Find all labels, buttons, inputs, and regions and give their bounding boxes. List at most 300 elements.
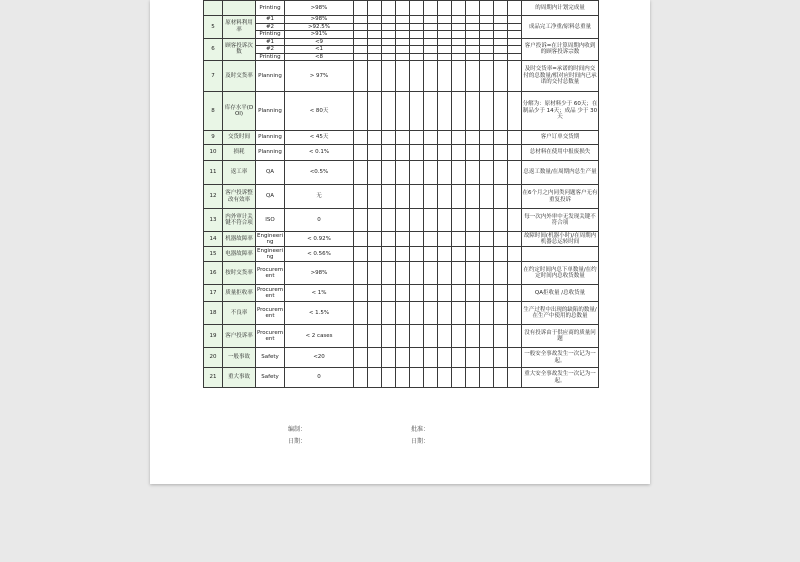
month-cell[interactable] (368, 46, 382, 54)
month-cell[interactable] (494, 325, 508, 348)
kpi-name-cell[interactable]: 顾客投诉次数 (223, 38, 256, 61)
month-cell[interactable] (438, 161, 452, 185)
month-cell[interactable] (424, 23, 438, 31)
month-cell[interactable] (508, 31, 522, 39)
month-cell[interactable] (354, 247, 368, 262)
department-cell[interactable]: Safety (256, 368, 285, 388)
kpi-name-cell[interactable]: 内外审计关键不符合项 (223, 209, 256, 232)
month-cell[interactable] (508, 348, 522, 368)
month-cell[interactable] (466, 285, 480, 302)
month-cell[interactable] (354, 232, 368, 247)
month-cell[interactable] (368, 368, 382, 388)
month-cell[interactable] (494, 38, 508, 46)
month-cell[interactable] (424, 46, 438, 54)
month-cell[interactable] (452, 185, 466, 209)
month-cell[interactable] (466, 145, 480, 161)
month-cell[interactable] (410, 53, 424, 61)
month-cell[interactable] (508, 23, 522, 31)
month-cell[interactable] (382, 247, 396, 262)
target-cell[interactable]: > 97% (285, 61, 354, 92)
month-cell[interactable] (354, 325, 368, 348)
definition-cell[interactable] (522, 247, 599, 262)
month-cell[interactable] (438, 348, 452, 368)
department-cell[interactable]: Printing (256, 1, 285, 16)
month-cell[interactable] (396, 262, 410, 285)
month-cell[interactable] (424, 38, 438, 46)
month-cell[interactable] (466, 16, 480, 24)
month-cell[interactable] (424, 61, 438, 92)
month-cell[interactable] (368, 92, 382, 131)
month-cell[interactable] (466, 38, 480, 46)
month-cell[interactable] (452, 232, 466, 247)
month-cell[interactable] (508, 145, 522, 161)
month-cell[interactable] (480, 131, 494, 145)
month-cell[interactable] (466, 1, 480, 16)
month-cell[interactable] (424, 285, 438, 302)
month-cell[interactable] (438, 53, 452, 61)
month-cell[interactable] (452, 145, 466, 161)
definition-cell[interactable]: 在约定时间内总下单数量/在约定时间内总收货数量 (522, 262, 599, 285)
month-cell[interactable] (396, 325, 410, 348)
month-cell[interactable] (382, 348, 396, 368)
month-cell[interactable] (494, 1, 508, 16)
month-cell[interactable] (410, 38, 424, 46)
month-cell[interactable] (438, 46, 452, 54)
target-cell[interactable]: < 1.5% (285, 302, 354, 325)
month-cell[interactable] (424, 232, 438, 247)
month-cell[interactable] (480, 1, 494, 16)
row-number-cell[interactable]: 11 (204, 161, 223, 185)
month-cell[interactable] (410, 16, 424, 24)
month-cell[interactable] (396, 31, 410, 39)
kpi-name-cell[interactable]: 机器故障率 (223, 232, 256, 247)
month-cell[interactable] (396, 38, 410, 46)
month-cell[interactable] (494, 368, 508, 388)
month-cell[interactable] (368, 262, 382, 285)
target-cell[interactable]: < 80天 (285, 92, 354, 131)
month-cell[interactable] (466, 31, 480, 39)
kpi-name-cell[interactable]: 交货时间 (223, 131, 256, 145)
row-number-cell[interactable]: 7 (204, 61, 223, 92)
department-cell[interactable]: ISO (256, 209, 285, 232)
month-cell[interactable] (480, 161, 494, 185)
department-cell[interactable]: Printing (256, 53, 285, 61)
month-cell[interactable] (480, 302, 494, 325)
month-cell[interactable] (396, 285, 410, 302)
month-cell[interactable] (452, 247, 466, 262)
month-cell[interactable] (396, 1, 410, 16)
month-cell[interactable] (466, 209, 480, 232)
month-cell[interactable] (382, 61, 396, 92)
month-cell[interactable] (494, 232, 508, 247)
month-cell[interactable] (410, 368, 424, 388)
month-cell[interactable] (368, 247, 382, 262)
month-cell[interactable] (508, 53, 522, 61)
target-cell[interactable]: < 0.1% (285, 145, 354, 161)
month-cell[interactable] (480, 53, 494, 61)
month-cell[interactable] (354, 161, 368, 185)
month-cell[interactable] (480, 368, 494, 388)
month-cell[interactable] (438, 31, 452, 39)
month-cell[interactable] (382, 53, 396, 61)
month-cell[interactable] (494, 161, 508, 185)
month-cell[interactable] (382, 16, 396, 24)
month-cell[interactable] (396, 232, 410, 247)
month-cell[interactable] (410, 232, 424, 247)
month-cell[interactable] (508, 247, 522, 262)
month-cell[interactable] (480, 348, 494, 368)
month-cell[interactable] (508, 285, 522, 302)
target-cell[interactable]: >98% (285, 16, 354, 24)
month-cell[interactable] (410, 302, 424, 325)
month-cell[interactable] (410, 161, 424, 185)
department-cell[interactable]: Procurement (256, 262, 285, 285)
kpi-name-cell[interactable]: 质量拒收率 (223, 285, 256, 302)
department-cell[interactable]: #1 (256, 38, 285, 46)
month-cell[interactable] (466, 232, 480, 247)
definition-cell[interactable]: 及时交货率=承诺的时间内交付的总数量/相对应时间内已承诺的交付总数量 (522, 61, 599, 92)
month-cell[interactable] (396, 247, 410, 262)
target-cell[interactable]: <0.5% (285, 161, 354, 185)
month-cell[interactable] (466, 53, 480, 61)
month-cell[interactable] (508, 209, 522, 232)
month-cell[interactable] (396, 23, 410, 31)
month-cell[interactable] (382, 232, 396, 247)
month-cell[interactable] (438, 16, 452, 24)
month-cell[interactable] (508, 232, 522, 247)
month-cell[interactable] (382, 161, 396, 185)
kpi-name-cell[interactable]: 电器故障率 (223, 247, 256, 262)
month-cell[interactable] (354, 262, 368, 285)
month-cell[interactable] (494, 185, 508, 209)
row-number-cell[interactable]: 6 (204, 38, 223, 61)
month-cell[interactable] (480, 46, 494, 54)
kpi-name-cell[interactable]: 按时交货率 (223, 262, 256, 285)
month-cell[interactable] (410, 1, 424, 16)
month-cell[interactable] (396, 131, 410, 145)
target-cell[interactable]: 无 (285, 185, 354, 209)
month-cell[interactable] (452, 46, 466, 54)
month-cell[interactable] (368, 31, 382, 39)
month-cell[interactable] (494, 16, 508, 24)
row-number-cell[interactable]: 19 (204, 325, 223, 348)
month-cell[interactable] (452, 368, 466, 388)
month-cell[interactable] (354, 92, 368, 131)
definition-cell[interactable]: 的周期内计划完成量 (522, 1, 599, 16)
target-cell[interactable]: <1 (285, 46, 354, 54)
month-cell[interactable] (396, 53, 410, 61)
month-cell[interactable] (410, 145, 424, 161)
target-cell[interactable]: <9 (285, 38, 354, 46)
target-cell[interactable]: < 1% (285, 285, 354, 302)
month-cell[interactable] (354, 185, 368, 209)
row-number-cell[interactable]: 18 (204, 302, 223, 325)
month-cell[interactable] (452, 325, 466, 348)
month-cell[interactable] (494, 247, 508, 262)
month-cell[interactable] (494, 53, 508, 61)
month-cell[interactable] (382, 38, 396, 46)
month-cell[interactable] (480, 61, 494, 92)
target-cell[interactable]: <8 (285, 53, 354, 61)
month-cell[interactable] (494, 209, 508, 232)
department-cell[interactable]: Procurement (256, 325, 285, 348)
month-cell[interactable] (354, 1, 368, 16)
month-cell[interactable] (438, 38, 452, 46)
month-cell[interactable] (452, 61, 466, 92)
month-cell[interactable] (424, 368, 438, 388)
definition-cell[interactable]: 没有投诉由于供应商的质量问题 (522, 325, 599, 348)
month-cell[interactable] (424, 1, 438, 16)
month-cell[interactable] (382, 262, 396, 285)
month-cell[interactable] (466, 247, 480, 262)
month-cell[interactable] (424, 92, 438, 131)
month-cell[interactable] (354, 53, 368, 61)
month-cell[interactable] (382, 302, 396, 325)
department-cell[interactable]: QA (256, 185, 285, 209)
month-cell[interactable] (494, 61, 508, 92)
target-cell[interactable]: >98% (285, 1, 354, 16)
month-cell[interactable] (480, 262, 494, 285)
month-cell[interactable] (410, 92, 424, 131)
month-cell[interactable] (452, 1, 466, 16)
month-cell[interactable] (480, 38, 494, 46)
month-cell[interactable] (494, 46, 508, 54)
month-cell[interactable] (368, 23, 382, 31)
month-cell[interactable] (368, 185, 382, 209)
month-cell[interactable] (438, 232, 452, 247)
row-number-cell[interactable]: 12 (204, 185, 223, 209)
target-cell[interactable]: >98% (285, 262, 354, 285)
month-cell[interactable] (396, 209, 410, 232)
month-cell[interactable] (466, 161, 480, 185)
month-cell[interactable] (466, 262, 480, 285)
definition-cell[interactable]: 分解为：原材料少于 60天；在制品少于 14天；成品 少于 30天 (522, 92, 599, 131)
month-cell[interactable] (466, 23, 480, 31)
month-cell[interactable] (480, 232, 494, 247)
month-cell[interactable] (480, 209, 494, 232)
definition-cell[interactable]: 一般安全事故发生一次记为一起。 (522, 348, 599, 368)
kpi-name-cell[interactable]: 重大事故 (223, 368, 256, 388)
month-cell[interactable] (396, 16, 410, 24)
month-cell[interactable] (368, 302, 382, 325)
month-cell[interactable] (508, 1, 522, 16)
month-cell[interactable] (508, 46, 522, 54)
month-cell[interactable] (382, 185, 396, 209)
month-cell[interactable] (508, 161, 522, 185)
month-cell[interactable] (368, 38, 382, 46)
month-cell[interactable] (452, 23, 466, 31)
row-number-cell[interactable]: 21 (204, 368, 223, 388)
month-cell[interactable] (410, 23, 424, 31)
month-cell[interactable] (382, 92, 396, 131)
month-cell[interactable] (396, 92, 410, 131)
month-cell[interactable] (354, 23, 368, 31)
target-cell[interactable]: 0 (285, 368, 354, 388)
month-cell[interactable] (508, 92, 522, 131)
month-cell[interactable] (382, 145, 396, 161)
month-cell[interactable] (368, 61, 382, 92)
month-cell[interactable] (410, 46, 424, 54)
month-cell[interactable] (452, 209, 466, 232)
month-cell[interactable] (382, 46, 396, 54)
kpi-name-cell[interactable]: 客户投诉率 (223, 325, 256, 348)
month-cell[interactable] (466, 348, 480, 368)
month-cell[interactable] (508, 302, 522, 325)
month-cell[interactable] (424, 16, 438, 24)
month-cell[interactable] (396, 61, 410, 92)
month-cell[interactable] (410, 61, 424, 92)
month-cell[interactable] (438, 23, 452, 31)
month-cell[interactable] (354, 31, 368, 39)
month-cell[interactable] (508, 16, 522, 24)
month-cell[interactable] (368, 348, 382, 368)
month-cell[interactable] (480, 247, 494, 262)
row-number-cell[interactable]: 20 (204, 348, 223, 368)
month-cell[interactable] (438, 61, 452, 92)
month-cell[interactable] (382, 1, 396, 16)
target-cell[interactable]: < 0.92% (285, 232, 354, 247)
month-cell[interactable] (508, 61, 522, 92)
month-cell[interactable] (424, 145, 438, 161)
month-cell[interactable] (354, 348, 368, 368)
month-cell[interactable] (354, 368, 368, 388)
month-cell[interactable] (396, 46, 410, 54)
kpi-name-cell[interactable]: 一般事故 (223, 348, 256, 368)
month-cell[interactable] (382, 209, 396, 232)
month-cell[interactable] (438, 262, 452, 285)
month-cell[interactable] (494, 262, 508, 285)
kpi-name-cell[interactable]: 不良率 (223, 302, 256, 325)
row-number-cell[interactable]: 8 (204, 92, 223, 131)
month-cell[interactable] (494, 285, 508, 302)
definition-cell[interactable]: 成品完工净重/原料总重量 (522, 16, 599, 39)
month-cell[interactable] (424, 262, 438, 285)
kpi-name-cell[interactable] (223, 1, 256, 16)
month-cell[interactable] (424, 302, 438, 325)
month-cell[interactable] (452, 31, 466, 39)
department-cell[interactable]: Planning (256, 131, 285, 145)
row-number-cell[interactable]: 14 (204, 232, 223, 247)
month-cell[interactable] (368, 53, 382, 61)
month-cell[interactable] (466, 46, 480, 54)
row-number-cell[interactable]: 17 (204, 285, 223, 302)
definition-cell[interactable]: 重大安全事故发生一次记为一起。 (522, 368, 599, 388)
month-cell[interactable] (508, 38, 522, 46)
month-cell[interactable] (424, 31, 438, 39)
month-cell[interactable] (424, 161, 438, 185)
month-cell[interactable] (396, 348, 410, 368)
month-cell[interactable] (354, 209, 368, 232)
kpi-name-cell[interactable]: 损耗 (223, 145, 256, 161)
target-cell[interactable]: >91% (285, 31, 354, 39)
month-cell[interactable] (410, 325, 424, 348)
row-number-cell[interactable]: 16 (204, 262, 223, 285)
month-cell[interactable] (438, 209, 452, 232)
month-cell[interactable] (466, 131, 480, 145)
department-cell[interactable]: Procurement (256, 302, 285, 325)
month-cell[interactable] (368, 16, 382, 24)
month-cell[interactable] (508, 262, 522, 285)
month-cell[interactable] (396, 368, 410, 388)
month-cell[interactable] (368, 145, 382, 161)
department-cell[interactable]: Planning (256, 61, 285, 92)
kpi-name-cell[interactable]: 返工率 (223, 161, 256, 185)
month-cell[interactable] (480, 185, 494, 209)
target-cell[interactable]: < 2 cases (285, 325, 354, 348)
row-number-cell[interactable]: 5 (204, 16, 223, 39)
month-cell[interactable] (438, 325, 452, 348)
definition-cell[interactable]: 生产过程中出现的缺陷的数量/在生产中使用的总数量 (522, 302, 599, 325)
department-cell[interactable]: Planning (256, 92, 285, 131)
month-cell[interactable] (480, 325, 494, 348)
month-cell[interactable] (494, 31, 508, 39)
row-number-cell[interactable]: 10 (204, 145, 223, 161)
month-cell[interactable] (424, 53, 438, 61)
month-cell[interactable] (452, 161, 466, 185)
month-cell[interactable] (424, 209, 438, 232)
month-cell[interactable] (354, 302, 368, 325)
month-cell[interactable] (438, 302, 452, 325)
month-cell[interactable] (438, 368, 452, 388)
target-cell[interactable]: 0 (285, 209, 354, 232)
month-cell[interactable] (368, 325, 382, 348)
month-cell[interactable] (396, 302, 410, 325)
month-cell[interactable] (452, 348, 466, 368)
definition-cell[interactable]: 故障时间(机器小时)/在周期内机器总运转时间 (522, 232, 599, 247)
month-cell[interactable] (368, 285, 382, 302)
month-cell[interactable] (494, 23, 508, 31)
definition-cell[interactable]: 总返工数量/在周期内总生产量 (522, 161, 599, 185)
month-cell[interactable] (368, 131, 382, 145)
month-cell[interactable] (480, 92, 494, 131)
definition-cell[interactable]: 每一次内外审中无发现关键不符合项 (522, 209, 599, 232)
month-cell[interactable] (410, 131, 424, 145)
kpi-name-cell[interactable]: 原材料利用率 (223, 16, 256, 39)
month-cell[interactable] (424, 131, 438, 145)
department-cell[interactable]: Procurement (256, 285, 285, 302)
department-cell[interactable]: Planning (256, 145, 285, 161)
month-cell[interactable] (396, 145, 410, 161)
month-cell[interactable] (354, 16, 368, 24)
month-cell[interactable] (410, 185, 424, 209)
month-cell[interactable] (480, 285, 494, 302)
month-cell[interactable] (368, 161, 382, 185)
department-cell[interactable]: Printing (256, 31, 285, 39)
month-cell[interactable] (480, 23, 494, 31)
month-cell[interactable] (382, 131, 396, 145)
month-cell[interactable] (410, 285, 424, 302)
month-cell[interactable] (508, 131, 522, 145)
month-cell[interactable] (494, 92, 508, 131)
month-cell[interactable] (424, 185, 438, 209)
month-cell[interactable] (396, 161, 410, 185)
definition-cell[interactable]: QA拒收量 /总收货量 (522, 285, 599, 302)
month-cell[interactable] (480, 31, 494, 39)
month-cell[interactable] (452, 53, 466, 61)
month-cell[interactable] (466, 92, 480, 131)
month-cell[interactable] (466, 185, 480, 209)
month-cell[interactable] (438, 92, 452, 131)
department-cell[interactable]: Engineering (256, 232, 284, 245)
month-cell[interactable] (480, 145, 494, 161)
month-cell[interactable] (368, 232, 382, 247)
month-cell[interactable] (424, 348, 438, 368)
month-cell[interactable] (382, 368, 396, 388)
month-cell[interactable] (508, 368, 522, 388)
month-cell[interactable] (494, 145, 508, 161)
month-cell[interactable] (396, 185, 410, 209)
definition-cell[interactable]: 客户订单交货期 (522, 131, 599, 145)
